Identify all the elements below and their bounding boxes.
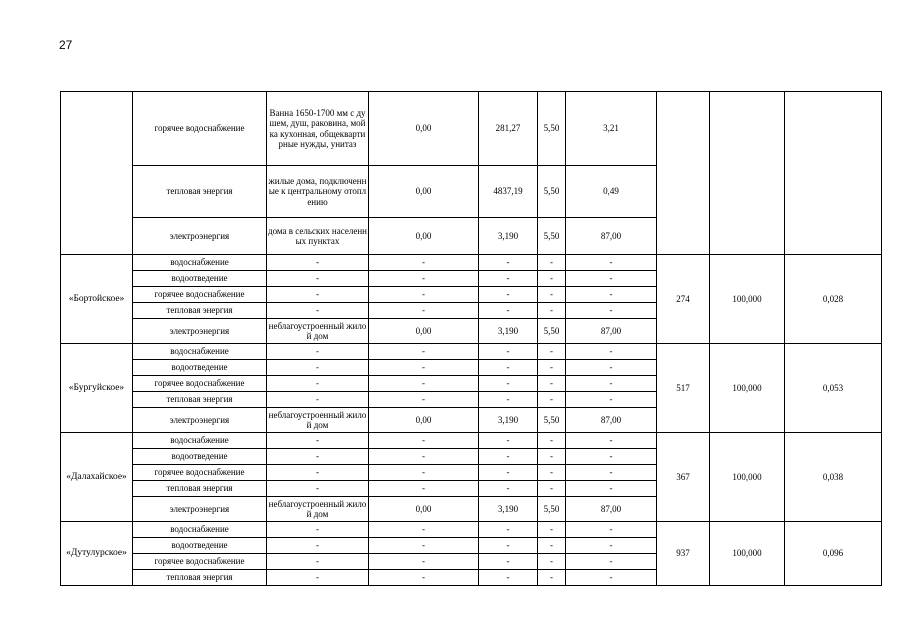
- value-cell: -: [538, 392, 566, 408]
- settlement-cell: [61, 92, 133, 255]
- percent-cell: 100,000: [710, 522, 785, 586]
- value-cell: 0,00: [369, 166, 479, 218]
- value-cell: -: [566, 481, 657, 497]
- description-cell: -: [267, 303, 369, 319]
- value-cell: -: [479, 392, 538, 408]
- value-cell: -: [538, 481, 566, 497]
- value-cell: 3,190: [479, 319, 538, 344]
- value-cell: -: [369, 538, 479, 554]
- description-cell: -: [267, 287, 369, 303]
- description-cell: -: [267, 570, 369, 586]
- description-cell: -: [267, 554, 369, 570]
- settlement-cell: «Бургуйское»: [61, 344, 133, 433]
- value-cell: -: [538, 449, 566, 465]
- value-cell: -: [566, 554, 657, 570]
- value-cell: -: [369, 392, 479, 408]
- service-cell: электроэнергия: [133, 497, 267, 522]
- description-cell: дома в сельских населенных пунктах: [267, 218, 369, 255]
- value-cell: -: [538, 287, 566, 303]
- value-cell: -: [369, 449, 479, 465]
- value-cell: -: [566, 303, 657, 319]
- value-cell: -: [538, 255, 566, 271]
- value-cell: 0,49: [566, 166, 657, 218]
- value-cell: -: [479, 271, 538, 287]
- value-cell: -: [538, 303, 566, 319]
- value-cell: 3,21: [566, 92, 657, 166]
- value-cell: 87,00: [566, 408, 657, 433]
- description-cell: -: [267, 344, 369, 360]
- value-cell: -: [479, 538, 538, 554]
- service-cell: тепловая энергия: [133, 481, 267, 497]
- tariff-table: [60, 91, 882, 586]
- value-cell: -: [538, 433, 566, 449]
- value-cell: -: [479, 287, 538, 303]
- value-cell: 5,50: [538, 408, 566, 433]
- value-cell: -: [566, 538, 657, 554]
- service-cell: водоснабжение: [133, 255, 267, 271]
- description-cell: -: [267, 538, 369, 554]
- settlement-cell: «Дутулурское»: [61, 522, 133, 586]
- table-row: [61, 92, 882, 166]
- value-cell: 5,50: [538, 92, 566, 166]
- service-cell: электроэнергия: [133, 408, 267, 433]
- service-cell: электроэнергия: [133, 218, 267, 255]
- description-cell: -: [267, 449, 369, 465]
- settlement-cell: «Бортойское»: [61, 255, 133, 344]
- share-cell: 0,053: [785, 344, 882, 433]
- percent-cell: 100,000: [710, 344, 785, 433]
- value-cell: -: [566, 392, 657, 408]
- share-cell: 0,038: [785, 433, 882, 522]
- value-cell: 87,00: [566, 497, 657, 522]
- description-cell: неблагоустроенный жилой дом: [267, 319, 369, 344]
- value-cell: -: [479, 360, 538, 376]
- service-cell: горячее водоснабжение: [133, 376, 267, 392]
- table-row: [61, 433, 882, 449]
- description-cell: Ванна 1650-1700 мм с душем, душ, раковина, мойка кухонная, общеквартирные нужды, унитаз: [267, 92, 369, 166]
- count-cell: 274: [657, 255, 710, 344]
- value-cell: -: [369, 465, 479, 481]
- service-cell: тепловая энергия: [133, 166, 267, 218]
- description-cell: -: [267, 255, 369, 271]
- table-row: [61, 344, 882, 360]
- value-cell: -: [369, 360, 479, 376]
- value-cell: 87,00: [566, 319, 657, 344]
- settlement-cell: «Далахайское»: [61, 433, 133, 522]
- value-cell: -: [566, 522, 657, 538]
- value-cell: -: [566, 465, 657, 481]
- service-cell: тепловая энергия: [133, 392, 267, 408]
- value-cell: -: [479, 344, 538, 360]
- service-cell: водоснабжение: [133, 522, 267, 538]
- percent-cell: 100,000: [710, 433, 785, 522]
- value-cell: -: [538, 344, 566, 360]
- value-cell: -: [369, 481, 479, 497]
- description-cell: -: [267, 522, 369, 538]
- service-cell: водоотведение: [133, 538, 267, 554]
- value-cell: -: [479, 376, 538, 392]
- service-cell: горячее водоснабжение: [133, 92, 267, 166]
- value-cell: 4837,19: [479, 166, 538, 218]
- service-cell: горячее водоснабжение: [133, 465, 267, 481]
- value-cell: -: [369, 303, 479, 319]
- value-cell: -: [538, 360, 566, 376]
- service-cell: тепловая энергия: [133, 303, 267, 319]
- value-cell: 281,27: [479, 92, 538, 166]
- count-cell: 367: [657, 433, 710, 522]
- value-cell: -: [538, 522, 566, 538]
- table-row: [61, 255, 882, 271]
- value-cell: -: [538, 570, 566, 586]
- value-cell: -: [479, 449, 538, 465]
- value-cell: -: [479, 433, 538, 449]
- description-cell: -: [267, 360, 369, 376]
- value-cell: -: [369, 287, 479, 303]
- value-cell: -: [566, 376, 657, 392]
- value-cell: -: [538, 465, 566, 481]
- value-cell: -: [566, 344, 657, 360]
- description-cell: -: [267, 481, 369, 497]
- service-cell: горячее водоснабжение: [133, 554, 267, 570]
- value-cell: -: [566, 271, 657, 287]
- value-cell: 5,50: [538, 218, 566, 255]
- description-cell: неблагоустроенный жилой дом: [267, 408, 369, 433]
- percent-cell: [710, 92, 785, 255]
- value-cell: -: [566, 570, 657, 586]
- description-cell: -: [267, 271, 369, 287]
- table-row: [61, 522, 882, 538]
- value-cell: -: [369, 344, 479, 360]
- value-cell: 5,50: [538, 497, 566, 522]
- value-cell: 0,00: [369, 92, 479, 166]
- percent-cell: 100,000: [710, 255, 785, 344]
- value-cell: -: [479, 570, 538, 586]
- value-cell: -: [566, 255, 657, 271]
- value-cell: -: [369, 570, 479, 586]
- value-cell: -: [479, 465, 538, 481]
- service-cell: электроэнергия: [133, 319, 267, 344]
- description-cell: неблагоустроенный жилой дом: [267, 497, 369, 522]
- service-cell: горячее водоснабжение: [133, 287, 267, 303]
- description-cell: -: [267, 433, 369, 449]
- value-cell: 0,00: [369, 218, 479, 255]
- share-cell: [785, 92, 882, 255]
- value-cell: -: [369, 271, 479, 287]
- service-cell: тепловая энергия: [133, 570, 267, 586]
- count-cell: 517: [657, 344, 710, 433]
- value-cell: -: [566, 433, 657, 449]
- value-cell: -: [538, 376, 566, 392]
- value-cell: -: [369, 255, 479, 271]
- service-cell: водоснабжение: [133, 344, 267, 360]
- page-number: 27: [59, 38, 73, 52]
- value-cell: 5,50: [538, 319, 566, 344]
- value-cell: 0,00: [369, 497, 479, 522]
- description-cell: -: [267, 376, 369, 392]
- value-cell: -: [369, 554, 479, 570]
- value-cell: -: [566, 360, 657, 376]
- count-cell: [657, 92, 710, 255]
- value-cell: -: [369, 522, 479, 538]
- count-cell: 937: [657, 522, 710, 586]
- value-cell: -: [538, 538, 566, 554]
- value-cell: -: [566, 449, 657, 465]
- share-cell: 0,028: [785, 255, 882, 344]
- value-cell: -: [479, 303, 538, 319]
- value-cell: 3,190: [479, 497, 538, 522]
- description-cell: -: [267, 465, 369, 481]
- value-cell: -: [479, 255, 538, 271]
- value-cell: -: [479, 522, 538, 538]
- value-cell: 3,190: [479, 408, 538, 433]
- service-cell: водоснабжение: [133, 433, 267, 449]
- value-cell: -: [538, 271, 566, 287]
- description-cell: -: [267, 392, 369, 408]
- value-cell: -: [369, 376, 479, 392]
- value-cell: 87,00: [566, 218, 657, 255]
- value-cell: -: [538, 554, 566, 570]
- service-cell: водоотведение: [133, 449, 267, 465]
- value-cell: 0,00: [369, 319, 479, 344]
- share-cell: 0,096: [785, 522, 882, 586]
- value-cell: -: [479, 554, 538, 570]
- service-cell: водоотведение: [133, 271, 267, 287]
- value-cell: 0,00: [369, 408, 479, 433]
- description-cell: жилые дома, подключенные к центральному отоплению: [267, 166, 369, 218]
- value-cell: 5,50: [538, 166, 566, 218]
- value-cell: -: [479, 481, 538, 497]
- value-cell: -: [566, 287, 657, 303]
- value-cell: -: [369, 433, 479, 449]
- service-cell: водоотведение: [133, 360, 267, 376]
- value-cell: 3,190: [479, 218, 538, 255]
